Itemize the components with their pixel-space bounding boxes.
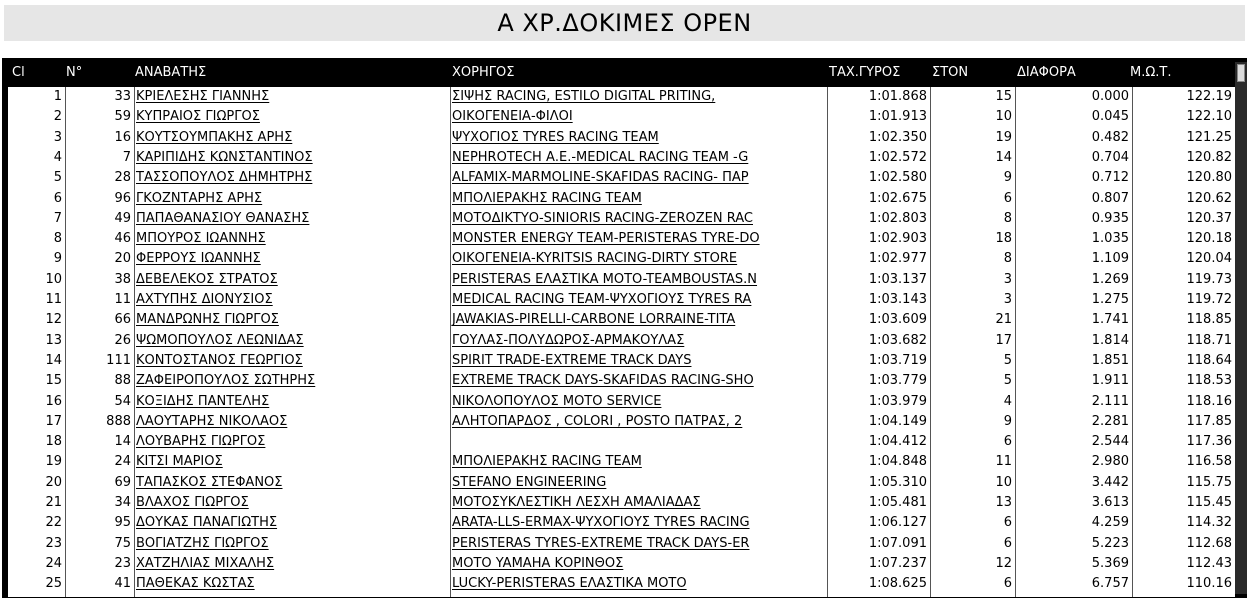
table-row[interactable]: [8, 432, 1235, 452]
rider-name-cell: ΨΩΜΟΠΟΥΛΟΣ ΛΕΩΝΙΔΑΣ: [136, 332, 304, 348]
fastest-lap-cell: 1:03.779: [868, 373, 927, 389]
table-row[interactable]: [8, 331, 1235, 351]
race-number-cell: 14: [114, 434, 131, 450]
position-cell: 20: [45, 474, 62, 490]
fastest-lap-cell: 1:06.127: [868, 515, 927, 531]
race-number-cell: 24: [114, 454, 131, 470]
sponsor-cell: ΟΙΚΟΓΕΝΕΙΑ-KYRITSIS RACING-DIRTY STORE: [452, 251, 738, 267]
table-row[interactable]: [8, 554, 1235, 574]
sponsor-cell: ΑΛΗΤΟΠΑΡΔΟΣ , COLORI , POSTO ΠΑΤΡΑΣ, 2: [452, 413, 743, 429]
avg-speed-cell: 120.80: [1186, 170, 1232, 186]
gap-cell: 2.544: [1091, 434, 1129, 450]
on-lap-cell: 10: [995, 109, 1012, 125]
sponsor-cell: ARATA-LLS-ERMAX-ΨΥΧΟΓΙΟΥΣ TYRES RACING: [452, 515, 750, 531]
page-title: Α ΧΡ.ΔΟΚΙΜΕΣ OPEN: [497, 9, 752, 37]
avg-speed-cell: 120.37: [1186, 210, 1232, 226]
gap-cell: 0.045: [1091, 109, 1129, 125]
table-row[interactable]: [8, 249, 1235, 269]
avg-speed-cell: 120.04: [1186, 251, 1232, 267]
header-avg-speed[interactable]: Μ.Ω.Τ.: [1130, 65, 1172, 80]
avg-speed-cell: 120.82: [1186, 149, 1232, 165]
gap-cell: 1.035: [1091, 231, 1129, 247]
table-row[interactable]: [8, 270, 1235, 290]
sponsor-cell: PERISTERAS TYRES-EXTREME TRACK DAYS-ER: [452, 535, 750, 551]
sponsor-cell: ΜΟΤΟΣΥΚΛΕΣΤΙΚΗ ΛΕΣΧΗ ΑΜΑΛΙΑΔΑΣ: [452, 495, 701, 510]
fastest-lap-cell: 1:07.237: [868, 555, 927, 571]
gap-cell: 1.269: [1091, 271, 1129, 287]
sponsor-cell: ΣΙΨΗΣ RACING, ESTILO DIGITAL PRITING,: [452, 89, 716, 104]
vertical-scrollbar[interactable]: [1235, 62, 1247, 594]
position-cell: 25: [45, 576, 62, 592]
sponsor-cell: MONSTER ENERGY TEAM-PERISTERAS TYRE-DO: [452, 231, 760, 247]
position-cell: 21: [45, 495, 62, 510]
gap-cell: 2.111: [1091, 393, 1129, 409]
avg-speed-cell: 121.25: [1186, 129, 1232, 145]
rider-name-cell: ΒΛΑΧΟΣ ΓΙΩΡΓΟΣ: [136, 495, 249, 510]
race-number-cell: 49: [114, 210, 131, 226]
gap-cell: 0.712: [1091, 170, 1129, 186]
sponsor-cell: [450, 432, 827, 452]
sponsor-cell: ΨΥΧΟΓΙΟΣ TYRES RACING TEAM: [452, 129, 659, 145]
table-row[interactable]: [8, 310, 1235, 330]
on-lap-cell: 9: [1003, 170, 1012, 186]
fastest-lap-cell: 1:01.913: [868, 109, 927, 125]
race-number-cell: 54: [114, 393, 131, 409]
table-row[interactable]: [8, 290, 1235, 310]
on-lap-cell: 5: [1003, 352, 1012, 368]
race-number-cell: 888: [106, 413, 131, 429]
fastest-lap-cell: 1:05.481: [868, 495, 927, 510]
race-number-cell: 75: [114, 535, 131, 551]
fastest-lap-cell: 1:03.143: [868, 292, 927, 307]
results-table: [2, 58, 1247, 598]
sponsor-cell: ALFAMIX-MARMOLINE-SKAFIDAS RACING- ΠΑΡ: [452, 170, 749, 186]
fastest-lap-cell: 1:02.803: [868, 210, 927, 226]
on-lap-cell: 18: [995, 231, 1012, 247]
fastest-lap-cell: 1:04.412: [868, 434, 927, 450]
rider-name-cell: ΤΑΣΣΟΠΟΥΛΟΣ ΔΗΜΗΤΡΗΣ: [136, 170, 313, 186]
table-row[interactable]: [8, 189, 1235, 209]
table-row[interactable]: [8, 229, 1235, 249]
on-lap-cell: 6: [1003, 190, 1012, 206]
position-cell: 18: [45, 434, 62, 450]
table-row[interactable]: [8, 168, 1235, 188]
gap-cell: 2.281: [1091, 413, 1129, 429]
fastest-lap-cell: 1:04.848: [868, 454, 927, 470]
rider-name-cell: ΑΧΤΥΠΗΣ ΔΙΟΝΥΣΙΟΣ: [136, 292, 273, 307]
position-cell: 7: [53, 210, 62, 226]
avg-speed-cell: 112.68: [1186, 535, 1232, 551]
rider-name-cell: ΚΑΡΙΠΙΔΗΣ ΚΩΝΣΤΑΝΤΙΝΟΣ: [136, 149, 313, 165]
fastest-lap-cell: 1:02.580: [868, 170, 927, 186]
on-lap-cell: 17: [995, 332, 1012, 348]
position-cell: 4: [53, 149, 62, 165]
on-lap-cell: 6: [1003, 434, 1012, 450]
rider-name-cell: ΦΕΡΡΟΥΣ ΙΩΑΝΝΗΣ: [136, 251, 261, 267]
sponsor-cell: MEDICAL RACING TEAM-ΨΥΧΟΓΙΟΥΣ TYRES RA: [452, 292, 752, 307]
table-row[interactable]: [8, 209, 1235, 229]
table-row[interactable]: [8, 351, 1235, 371]
rider-name-cell: ΔΕΒΕΛΕΚΟΣ ΣΤΡΑΤΟΣ: [136, 271, 278, 287]
fastest-lap-cell: 1:02.977: [868, 251, 927, 267]
fastest-lap-cell: 1:02.350: [868, 129, 927, 145]
sponsor-cell: LUCKY-PERISTERAS ΕΛΑΣΤΙΚΑ MOTO: [452, 576, 687, 592]
race-number-cell: 33: [114, 89, 131, 104]
table-row[interactable]: [8, 107, 1235, 127]
position-cell: 10: [45, 271, 62, 287]
on-lap-cell: 3: [1003, 292, 1012, 307]
rider-name-cell: ΜΑΝΔΡΩΝΗΣ ΓΙΩΡΓΟΣ: [136, 312, 279, 328]
race-number-cell: 28: [114, 170, 131, 186]
fastest-lap-cell: 1:05.310: [868, 474, 927, 490]
position-cell: 6: [53, 190, 62, 206]
on-lap-cell: 12: [995, 555, 1012, 571]
position-cell: 5: [53, 170, 62, 186]
sponsor-cell: PERISTERAS ΕΛΑΣΤΙΚΑ MOTO-TEAMBOUSTAS.N: [452, 271, 758, 287]
sponsor-cell: STEFANO ENGINEERING: [452, 474, 607, 490]
race-number-cell: 11: [114, 292, 131, 307]
position-cell: 16: [45, 393, 62, 409]
table-row[interactable]: [8, 128, 1235, 148]
position-cell: 22: [45, 515, 62, 531]
table-row[interactable]: [8, 574, 1235, 594]
on-lap-cell: 6: [1003, 535, 1012, 551]
on-lap-cell: 19: [995, 129, 1012, 145]
sponsor-cell: ΜΠΟΛΙΕΡΑΚΗΣ RACING TEAM: [452, 454, 642, 470]
gap-cell: 3.613: [1091, 495, 1129, 510]
table-row[interactable]: [8, 87, 1235, 107]
race-number-cell: 16: [114, 129, 131, 145]
avg-speed-cell: 120.62: [1186, 190, 1232, 206]
header-on-lap[interactable]: ΣΤΟΝ: [932, 65, 969, 80]
rider-name-cell: ΚΟΞΙΔΗΣ ΠΑΝΤΕΛΗΣ: [136, 393, 270, 409]
gap-cell: 0.000: [1091, 89, 1129, 104]
gap-cell: 1.741: [1091, 312, 1129, 328]
rider-name-cell: ΠΑΘΕΚΑΣ ΚΩΣΤΑΣ: [136, 576, 255, 592]
avg-speed-cell: 115.45: [1186, 495, 1232, 510]
on-lap-cell: 8: [1003, 251, 1012, 267]
sponsor-cell: SPIRIT TRADE-EXTREME TRACK DAYS: [452, 352, 692, 368]
sponsor-cell: EXTREME TRACK DAYS-SKAFIDAS RACING-SHO: [452, 373, 754, 389]
race-number-cell: 111: [106, 352, 131, 368]
race-number-cell: 20: [114, 251, 131, 267]
on-lap-cell: 11: [995, 454, 1012, 470]
avg-speed-cell: 118.16: [1186, 393, 1232, 409]
scrollbar-thumb[interactable]: [1237, 64, 1245, 82]
rider-name-cell: ΧΑΤΖΗΛΙΑΣ ΜΙΧΑΛΗΣ: [136, 555, 275, 571]
table-body: [8, 87, 1235, 597]
on-lap-cell: 5: [1003, 373, 1012, 389]
sponsor-cell: MOTO YAMAHA ΚΟΡΙΝΘΟΣ: [452, 555, 624, 571]
sponsor-cell: ΜΠΟΛΙΕΡΑΚΗΣ RACING TEAM: [452, 190, 642, 206]
gap-cell: 5.369: [1091, 555, 1129, 571]
gap-cell: 0.704: [1091, 149, 1129, 165]
position-cell: 15: [45, 373, 62, 389]
gap-cell: 0.482: [1091, 129, 1129, 145]
sponsor-cell: NEPHROTECH Α.Ε.-MEDICAL RACING TEAM -G: [452, 149, 749, 165]
position-cell: 19: [45, 454, 62, 470]
position-cell: 1: [53, 89, 62, 104]
fastest-lap-cell: 1:07.091: [868, 535, 927, 551]
fastest-lap-cell: 1:03.719: [868, 352, 927, 368]
on-lap-cell: 6: [1003, 576, 1012, 592]
fastest-lap-cell: 1:04.149: [868, 413, 927, 429]
rider-name-cell: ΛΟΥΒΑΡΗΣ ΓΙΩΡΓΟΣ: [136, 434, 266, 450]
sponsor-cell: ΓΟΥΛΑΣ-ΠΟΛΥΔΩΡΟΣ-ΑΡΜΑΚΟΥΛΑΣ: [452, 332, 685, 348]
race-number-cell: 38: [114, 271, 131, 287]
position-cell: 24: [45, 555, 62, 571]
table-row[interactable]: [8, 148, 1235, 168]
avg-speed-cell: 120.18: [1186, 231, 1232, 247]
avg-speed-cell: 112.43: [1186, 555, 1232, 571]
gap-cell: 2.980: [1091, 454, 1129, 470]
race-number-cell: 34: [114, 495, 131, 510]
fastest-lap-cell: 1:03.682: [868, 332, 927, 348]
sponsor-cell: ΜΟΤΟΔΙΚΤΥΟ-SINIORIS RACING-ZEROZEN RAC: [452, 210, 753, 226]
rider-name-cell: ΚΙΤΣΙ ΜΑΡΙΟΣ: [136, 454, 223, 470]
avg-speed-cell: 117.36: [1186, 434, 1232, 450]
race-number-cell: 69: [114, 474, 131, 490]
rider-name-cell: ΛΑΟΥΤΑΡΗΣ ΝΙΚΟΛΑΟΣ: [136, 413, 288, 429]
gap-cell: 5.223: [1091, 535, 1129, 551]
avg-speed-cell: 117.85: [1186, 413, 1232, 429]
gap-cell: 1.851: [1091, 352, 1129, 368]
position-cell: 8: [53, 231, 62, 247]
gap-cell: 3.442: [1091, 474, 1129, 490]
gap-cell: 1.911: [1091, 373, 1129, 389]
avg-speed-cell: 119.73: [1186, 271, 1232, 287]
avg-speed-cell: 110.16: [1186, 576, 1232, 592]
table-row[interactable]: [8, 513, 1235, 533]
position-cell: 23: [45, 535, 62, 551]
on-lap-cell: 3: [1003, 271, 1012, 287]
on-lap-cell: 15: [995, 89, 1012, 104]
position-cell: 3: [53, 129, 62, 145]
position-cell: 2: [53, 109, 62, 125]
table-row[interactable]: [8, 392, 1235, 412]
rider-name-cell: ΠΑΠΑΘΑΝΑΣΙΟΥ ΘΑΝΑΣΗΣ: [136, 210, 310, 226]
avg-speed-cell: 122.10: [1186, 109, 1232, 125]
sponsor-cell: ΟΙΚΟΓΕΝΕΙΑ-ΦΙΛΟΙ: [452, 109, 573, 125]
on-lap-cell: 14: [995, 149, 1012, 165]
position-cell: 14: [45, 352, 62, 368]
avg-speed-cell: 118.85: [1186, 312, 1232, 328]
table-row[interactable]: [8, 534, 1235, 554]
on-lap-cell: 13: [995, 495, 1012, 510]
rider-name-cell: ΤΑΠΑΣΚΟΣ ΣΤΕΦΑΝΟΣ: [136, 474, 283, 490]
header-fastest-lap[interactable]: ΤΑΧ.ΓΥΡΟΣ: [829, 65, 901, 80]
header-rider[interactable]: ΑΝΑΒΑΤΗΣ: [135, 65, 207, 80]
race-number-cell: 46: [114, 231, 131, 247]
table-row[interactable]: [8, 452, 1235, 472]
on-lap-cell: 6: [1003, 515, 1012, 531]
rider-name-cell: ΜΠΟΥΡΟΣ ΙΩΑΝΝΗΣ: [136, 231, 266, 247]
race-number-cell: 23: [114, 555, 131, 571]
rider-name-cell: ΖΑΦΕΙΡΟΠΟΥΛΟΣ ΣΩΤΗΡΗΣ: [136, 373, 316, 389]
position-cell: 11: [45, 292, 62, 307]
gap-cell: 1.275: [1091, 292, 1129, 307]
race-number-cell: 96: [114, 190, 131, 206]
table-row[interactable]: [8, 412, 1235, 432]
title-bar: [4, 5, 1245, 41]
table-row[interactable]: [8, 493, 1235, 513]
fastest-lap-cell: 1:03.137: [868, 271, 927, 287]
table-header: [2, 58, 1247, 84]
sponsor-cell: ΝΙΚΟΛΟΠΟΥΛΟΣ MOTO SERVICE: [452, 393, 662, 409]
on-lap-cell: 10: [995, 474, 1012, 490]
rider-name-cell: ΔΟΥΚΑΣ ΠΑΝΑΓΙΩΤΗΣ: [136, 515, 278, 531]
table-row[interactable]: [8, 371, 1235, 391]
avg-speed-cell: 115.75: [1186, 474, 1232, 490]
avg-speed-cell: 118.53: [1186, 373, 1232, 389]
fastest-lap-cell: 1:02.572: [868, 149, 927, 165]
sponsor-cell: JAWAKIAS-PIRELLI-CARBONE LORRAINE-TITA: [452, 312, 736, 328]
position-cell: 17: [45, 413, 62, 429]
fastest-lap-cell: 1:01.868: [868, 89, 927, 104]
position-cell: 12: [45, 312, 62, 328]
position-cell: 13: [45, 332, 62, 348]
avg-speed-cell: 118.64: [1186, 352, 1232, 368]
fastest-lap-cell: 1:02.903: [868, 231, 927, 247]
rider-name-cell: ΚΟΝΤΟΣΤΑΝΟΣ ΓΕΩΡΓΙΟΣ: [136, 352, 303, 368]
header-cl[interactable]: Cl: [12, 65, 25, 80]
race-number-cell: 66: [114, 312, 131, 328]
rider-name-cell: ΚΡΙΕΛΕΣΗΣ ΓΙΑΝΝΗΣ: [136, 89, 270, 104]
race-number-cell: 95: [114, 515, 131, 531]
fastest-lap-cell: 1:02.675: [868, 190, 927, 206]
on-lap-cell: 8: [1003, 210, 1012, 226]
fastest-lap-cell: 1:03.609: [868, 312, 927, 328]
race-number-cell: 59: [114, 109, 131, 125]
position-cell: 9: [53, 251, 62, 267]
avg-speed-cell: 114.32: [1186, 515, 1232, 531]
on-lap-cell: 4: [1003, 393, 1012, 409]
avg-speed-cell: 122.19: [1186, 89, 1232, 104]
fastest-lap-cell: 1:03.979: [868, 393, 927, 409]
race-number-cell: 7: [122, 149, 131, 165]
on-lap-cell: 21: [995, 312, 1012, 328]
table-row[interactable]: [8, 473, 1235, 493]
header-number[interactable]: N°: [66, 65, 83, 80]
race-number-cell: 26: [114, 332, 131, 348]
gap-cell: 1.814: [1091, 332, 1129, 348]
race-number-cell: 41: [114, 576, 131, 592]
avg-speed-cell: 118.71: [1186, 332, 1232, 348]
avg-speed-cell: 116.58: [1186, 454, 1232, 470]
rider-name-cell: ΚΟΥΤΣΟΥΜΠΑΚΗΣ ΑΡΗΣ: [136, 129, 293, 145]
gap-cell: 4.259: [1091, 515, 1129, 531]
rider-name-cell: ΓΚΟΖΝΤΑΡΗΣ ΑΡΗΣ: [136, 190, 263, 206]
avg-speed-cell: 119.72: [1186, 292, 1232, 307]
gap-cell: 0.935: [1091, 210, 1129, 226]
header-gap[interactable]: ΔΙΑΦΟΡΑ: [1017, 65, 1076, 80]
rider-name-cell: ΚΥΠΡΑΙΟΣ ΓΙΩΡΓΟΣ: [136, 109, 260, 125]
on-lap-cell: 9: [1003, 413, 1012, 429]
fastest-lap-cell: 1:08.625: [868, 576, 927, 592]
gap-cell: 0.807: [1091, 190, 1129, 206]
race-number-cell: 88: [114, 373, 131, 389]
rider-name-cell: ΒΟΓΙΑΤΖΗΣ ΓΙΩΡΓΟΣ: [136, 535, 269, 551]
gap-cell: 6.757: [1091, 576, 1129, 592]
gap-cell: 1.109: [1091, 251, 1129, 267]
header-sponsor[interactable]: ΧΟΡΗΓΟΣ: [452, 65, 515, 80]
